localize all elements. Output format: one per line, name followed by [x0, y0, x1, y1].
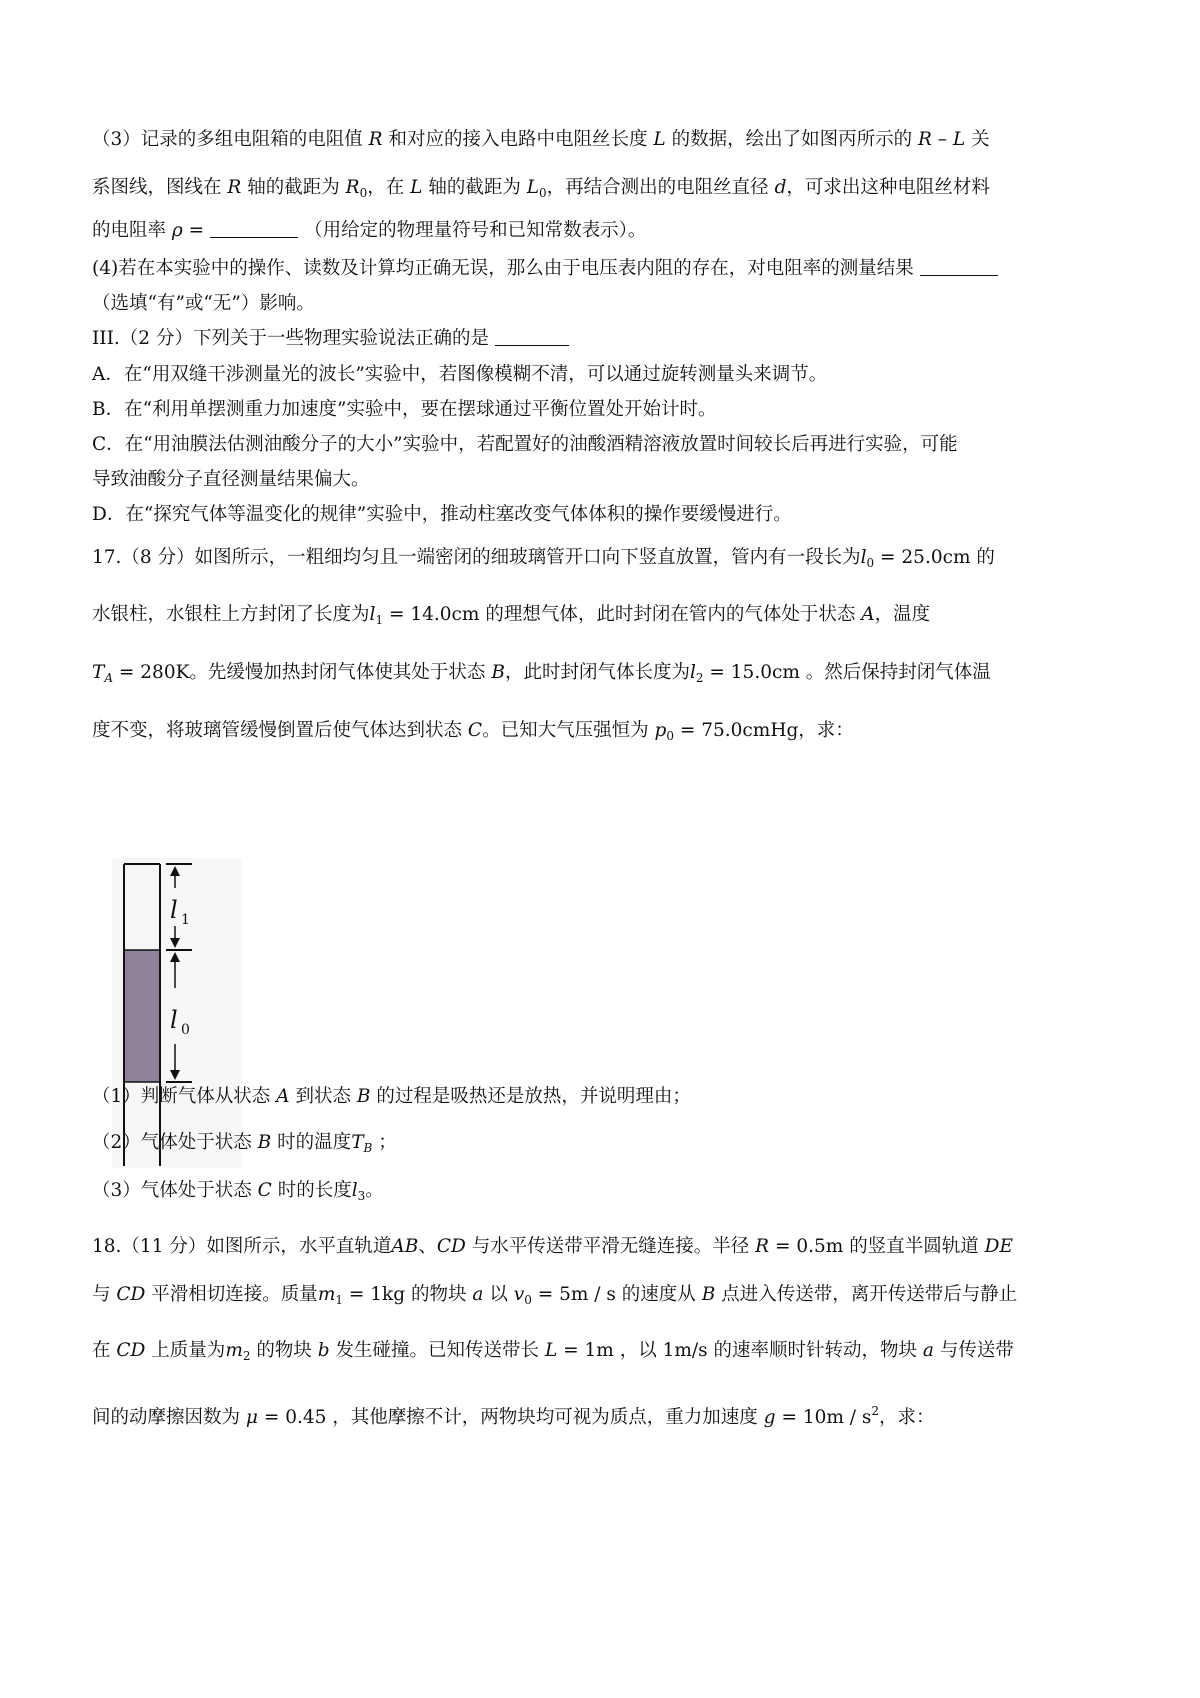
- q17-sub1: （1）判断气体从状态 A 到状态 B 的过程是吸热还是放热，并说明理由；: [92, 1086, 691, 1107]
- q16-part4-line2: （选填“有”或“无”）影响。: [92, 293, 315, 314]
- q3-stem: III.（2 分）下列关于一些物理实验说法正确的是: [92, 326, 575, 352]
- q17-sub2: （2）气体处于状态 B 时的温度$T_B$ ；: [92, 1132, 397, 1155]
- q16-part3-line2: 系图线，图线在 R 轴的截距为 $R_0$，在 L 轴的截距为 $L_0$，再结合测出的电阻丝直径 d，可求出这种电阻丝材料: [92, 177, 990, 200]
- q3-option-a: A．在“用双缝干涉测量光的波长”实验中，若图像模糊不清，可以通过旋转测量头来调节。: [92, 364, 828, 385]
- q17-line4: 度不变，将玻璃管缓慢倒置后使气体达到状态 C。已知大气压强恒为 $p_0$ = 75.0cmHg，求：: [92, 720, 854, 743]
- q3-option-d: D．在“探究气体等温变化的规律”实验中，推动柱塞改变气体体积的操作要缓慢进行。: [92, 504, 792, 525]
- fig-label-l0-sub: 0: [181, 1022, 190, 1038]
- answer-blank[interactable]: [495, 327, 569, 346]
- q16-part3-line3: 的电阻率 ρ = （用给定的物理量符号和已知常数表示）。: [92, 220, 647, 241]
- q17-line2: 水银柱，水银柱上方封闭了长度为$l_1 = 14.0cm$ 的理想气体，此时封闭在管内的气体处于状态 A，温度: [92, 604, 931, 627]
- q17-line1: 17.（8 分）如图所示，一粗细均匀且一端密闭的细玻璃管开口向下竖直放置，管内有一段长为$l_0 = 25.0cm$ 的: [92, 547, 995, 570]
- q17-line3: $T_A = 280K$。先缓慢加热封闭气体使其处于状态 B，此时封闭气体长度为$l_2 = 15.0cm$ 。然后保持封闭气体温: [92, 662, 991, 685]
- q17-sub3: （3）气体处于状态 C 时的长度$l_3$。: [92, 1180, 384, 1203]
- tube-diagram: [112, 858, 242, 1168]
- q16-part4-line1: (4)若在本实验中的操作、读数及计算均正确无误，那么由于电压表内阻的存在，对电阻率的测量结果: [92, 256, 1004, 282]
- fig-label-l1: l: [170, 896, 178, 924]
- fig-label-l0: l: [170, 1006, 178, 1034]
- q18-line4: 间的动摩擦因数为 μ = 0.45 ，其他摩擦不计，两物块均可视为质点，重力加速度 $g = 10m / s^2$，求：: [92, 1404, 935, 1428]
- q18-line3: 在 CD 上质量为$m_2$ 的物块 b 发生碰撞。已知传送带长 L = 1m ，以 1m/s 的速率顺时针转动，物块 a 与传送带: [92, 1340, 1014, 1363]
- answer-blank[interactable]: [920, 257, 998, 276]
- tube-figure: [112, 858, 242, 1173]
- mercury-column: [125, 950, 159, 1082]
- q18-line2: 与 CD 平滑相切连接。质量$m_1 = 1kg$ 的物块 a 以 $v_0 = 5m / s$ 的速度从 B 点进入传送带，离开传送带后与静止: [92, 1284, 1018, 1307]
- q3-option-c-line2: 导致油酸分子直径测量结果偏大。: [92, 469, 370, 490]
- q3-option-c-line1: C．在“用油膜法估测油酸分子的大小”实验中，若配置好的油酸酒精溶液放置时间较长后再进行实验，可能: [92, 434, 958, 455]
- fig-label-l1-sub: 1: [181, 912, 190, 928]
- answer-blank[interactable]: [210, 219, 298, 238]
- q16-part3-line1: （3）记录的多组电阻箱的电阻值 R 和对应的接入电路中电阻丝长度 L 的数据，绘出了如图丙所示的 R – L 关: [92, 129, 990, 150]
- q18-line1: 18.（11 分）如图所示，水平直轨道AB、CD 与水平传送带平滑无缝连接。半径 R = 0.5m 的竖直半圆轨道 DE: [92, 1236, 1013, 1257]
- q3-option-b: B．在“利用单摆测重力加速度”实验中，要在摆球通过平衡位置处开始计时。: [92, 399, 717, 420]
